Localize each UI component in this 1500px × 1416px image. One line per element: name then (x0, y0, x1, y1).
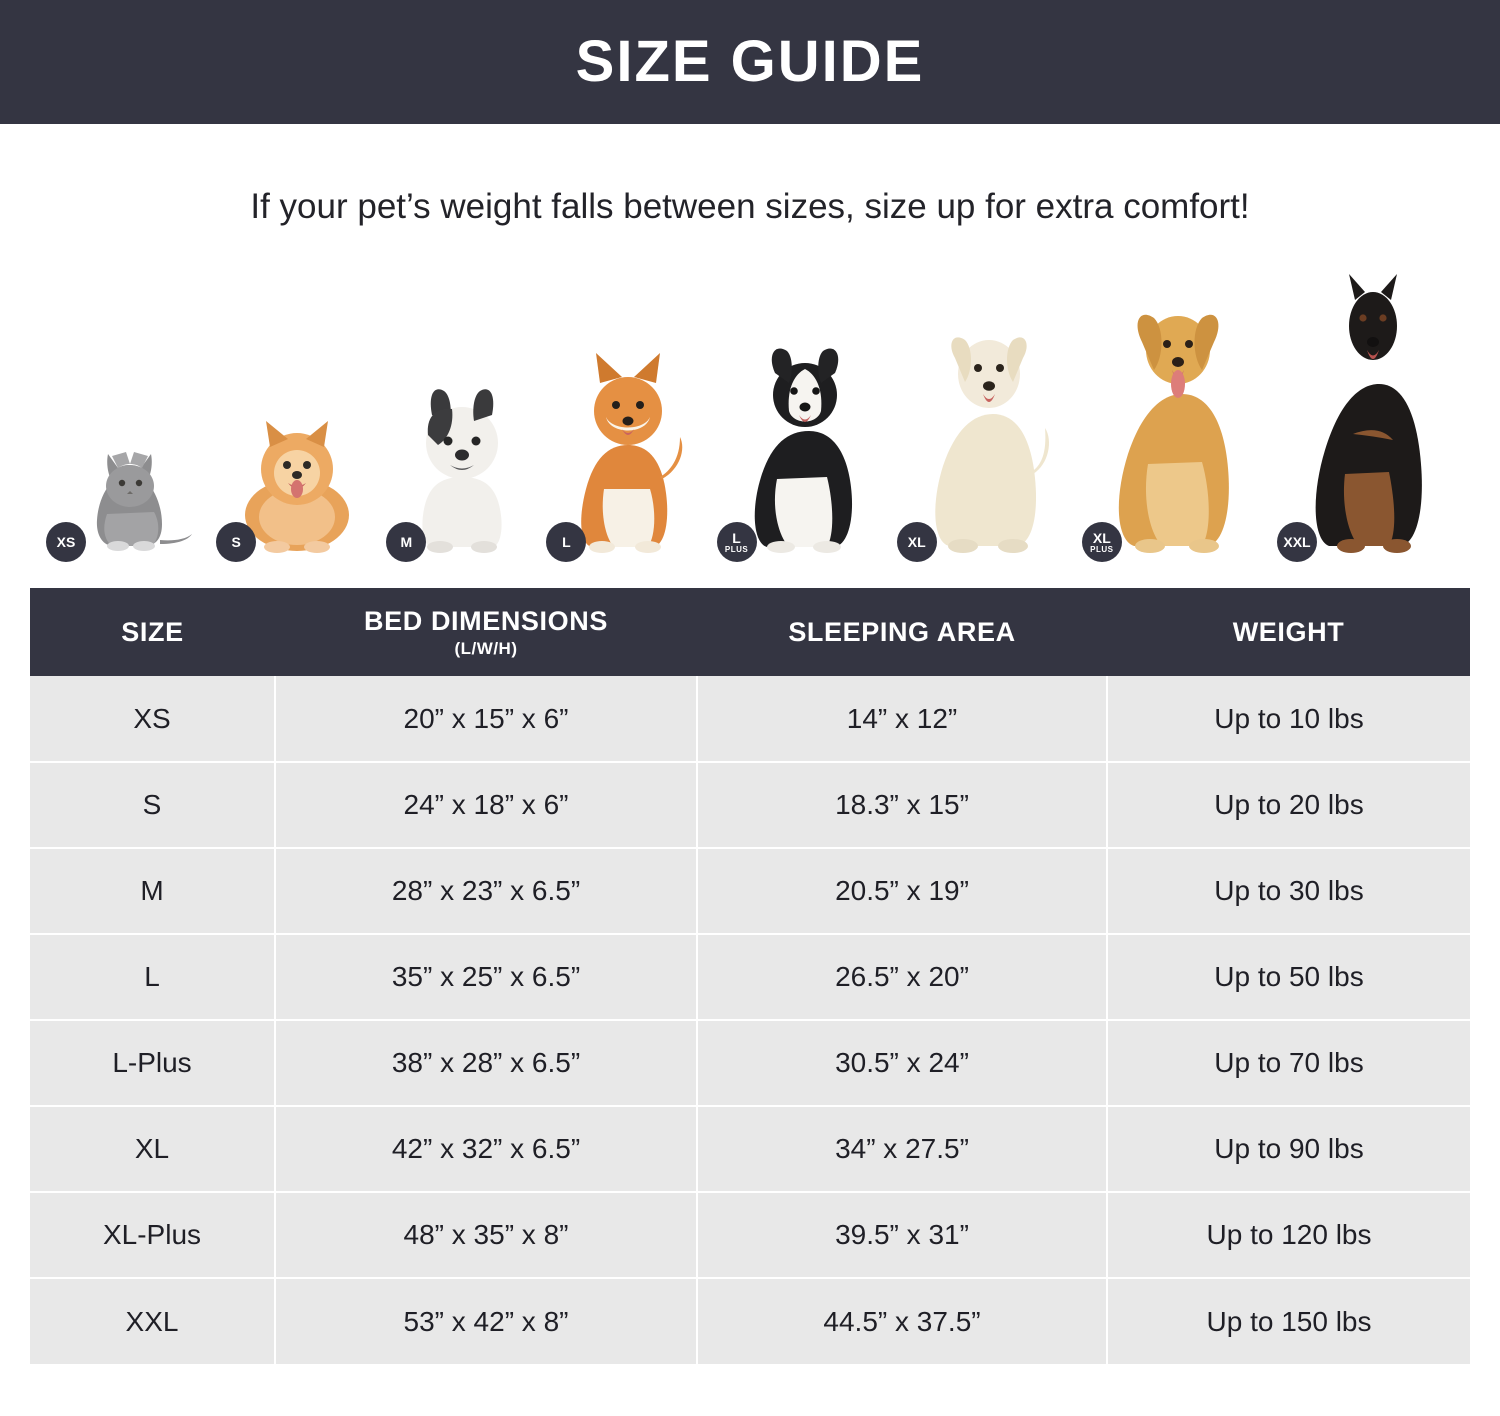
pet-item-m (392, 369, 532, 564)
column-header-sublabel: (L/W/H) (454, 638, 518, 658)
pet-item-xxl (1283, 274, 1448, 564)
cell-weight: Up to 90 lbs (1107, 1106, 1470, 1192)
table-header-row (30, 588, 1470, 676)
cell-sleeping: 34” x 27.5” (697, 1106, 1107, 1192)
page-title: SIZE GUIDE (575, 29, 925, 94)
size-table-section (30, 588, 1470, 1364)
subtitle-section (0, 124, 1500, 228)
column-header-size (30, 588, 275, 676)
header-banner (0, 0, 1500, 124)
table-row (30, 762, 1470, 848)
cell-size: M (30, 848, 275, 934)
column-header-label: WEIGHT (1232, 616, 1345, 647)
size-badge-label: XXL (1283, 534, 1311, 550)
golden-retriever-icon (1088, 294, 1263, 564)
size-badge-s (216, 522, 256, 562)
size-badge-label: M (400, 534, 413, 550)
size-badge-label: XL (1092, 529, 1111, 546)
cell-size: XXL (30, 1278, 275, 1364)
pet-item-s (222, 389, 372, 564)
cell-bed: 28” x 23” x 6.5” (275, 848, 697, 934)
doberman-icon (1283, 274, 1448, 564)
table-row (30, 1192, 1470, 1278)
column-header-bed-dimensions (275, 588, 697, 676)
table-row (30, 676, 1470, 762)
table-row (30, 1278, 1470, 1364)
size-badge-label: XL (907, 534, 926, 550)
column-header-sleeping-area (697, 588, 1107, 676)
cell-size: L-Plus (30, 1020, 275, 1106)
french-bulldog-icon (392, 369, 532, 564)
pet-size-lineup (30, 264, 1470, 564)
cell-sleeping: 14” x 12” (697, 676, 1107, 762)
table-body (30, 676, 1470, 1364)
size-badge-sublabel: PLUS (1090, 544, 1114, 554)
pomeranian-icon (222, 389, 372, 564)
cell-sleeping: 44.5” x 37.5” (697, 1278, 1107, 1364)
cell-size: L (30, 934, 275, 1020)
cell-bed: 38” x 28” x 6.5” (275, 1020, 697, 1106)
size-badge-l-plus (717, 522, 757, 562)
size-badge-xl-plus (1082, 522, 1122, 562)
size-guide-table (30, 588, 1470, 1364)
cell-bed: 42” x 32” x 6.5” (275, 1106, 697, 1192)
size-badge-label: S (231, 534, 241, 550)
pet-item-l (552, 339, 702, 564)
cell-sleeping: 26.5” x 20” (697, 934, 1107, 1020)
cell-bed: 35” x 25” x 6.5” (275, 934, 697, 1020)
cell-sleeping: 18.3” x 15” (697, 762, 1107, 848)
cell-size: S (30, 762, 275, 848)
cell-weight: Up to 30 lbs (1107, 848, 1470, 934)
pet-item-l-plus (723, 329, 883, 564)
pet-item-xl (903, 314, 1068, 564)
size-badge-sublabel: PLUS (724, 544, 749, 554)
border-collie-icon (723, 329, 883, 564)
column-header-label: SIZE (121, 616, 184, 647)
size-badge-label: L (562, 534, 571, 550)
cell-bed: 53” x 42” x 8” (275, 1278, 697, 1364)
pet-item-xs (52, 394, 202, 564)
grey-cat-icon (52, 394, 202, 564)
subtitle-text: If your pet’s weight falls between sizes, size up for extra comfort! (250, 187, 1250, 226)
labrador-icon (903, 314, 1068, 564)
cell-sleeping: 39.5” x 31” (697, 1192, 1107, 1278)
table-header (30, 588, 1470, 676)
cell-sleeping: 30.5” x 24” (697, 1020, 1107, 1106)
cell-sleeping: 20.5” x 19” (697, 848, 1107, 934)
size-badge-xl (897, 522, 937, 562)
column-header-label: BED DIMENSIONS (364, 605, 608, 636)
table-row (30, 934, 1470, 1020)
cell-weight: Up to 120 lbs (1107, 1192, 1470, 1278)
column-header-weight (1107, 588, 1470, 676)
cell-size: XL (30, 1106, 275, 1192)
cell-size: XS (30, 676, 275, 762)
size-badge-m (386, 522, 426, 562)
table-row (30, 1106, 1470, 1192)
cell-bed: 48” x 35” x 8” (275, 1192, 697, 1278)
size-badge-xxl (1277, 522, 1317, 562)
size-badge-label: L (732, 529, 741, 546)
size-badge-xs (46, 522, 86, 562)
shiba-inu-icon (552, 339, 702, 564)
cell-weight: Up to 20 lbs (1107, 762, 1470, 848)
cell-size: XL-Plus (30, 1192, 275, 1278)
cell-bed: 24” x 18” x 6” (275, 762, 697, 848)
size-badge-label: XS (56, 534, 76, 550)
table-row (30, 848, 1470, 934)
column-header-label: SLEEPING AREA (788, 616, 1016, 647)
cell-weight: Up to 50 lbs (1107, 934, 1470, 1020)
table-row (30, 1020, 1470, 1106)
pet-item-xl-plus (1088, 294, 1263, 564)
cell-bed: 20” x 15” x 6” (275, 676, 697, 762)
cell-weight: Up to 10 lbs (1107, 676, 1470, 762)
cell-weight: Up to 150 lbs (1107, 1278, 1470, 1364)
cell-weight: Up to 70 lbs (1107, 1020, 1470, 1106)
